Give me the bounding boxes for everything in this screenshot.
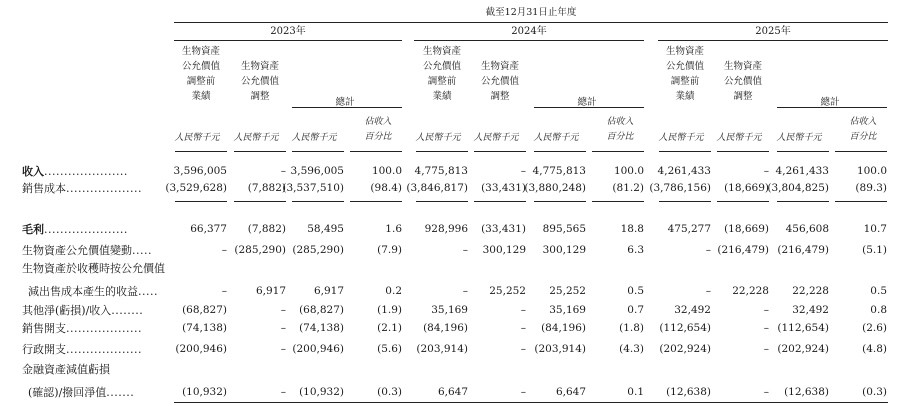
unit-rule [292, 151, 344, 152]
table-cell: – [280, 343, 286, 355]
row-label [22, 183, 142, 194]
table-cell: 66,377 [190, 223, 227, 235]
table-cell: – [280, 304, 286, 316]
row-label-text: 生物資產公允價值變動 [22, 244, 132, 257]
col-header-line: 生物資產 [723, 61, 762, 72]
table-cell: (3,804,825) [767, 182, 829, 194]
table-cell: – [520, 343, 526, 355]
subtotal-rule [592, 201, 644, 202]
table-cell: 22,228 [732, 285, 769, 297]
col-header-line: 生物資產 [480, 61, 519, 72]
unit-pct-line: 百分比 [849, 132, 877, 142]
row-label [22, 364, 110, 375]
row-leader-dots: ..... [132, 244, 152, 257]
unit-pct-line: 百分比 [364, 132, 392, 142]
period-title: 截至12月31日止年度 [485, 7, 577, 18]
table-cell: (200,946) [292, 343, 344, 355]
table-cell: – [520, 165, 526, 177]
unit-rule [659, 151, 711, 152]
unit-rmb-2025-adj: 人民幣千元 [716, 133, 762, 143]
table-cell: (3,537,510) [282, 182, 344, 194]
table-cell: – [221, 244, 227, 256]
col-header-adjustment-2023 [230, 59, 290, 104]
table-cell: 6,917 [313, 285, 344, 297]
subtotal-rule [534, 201, 586, 202]
col-header-adjustment-2024 [470, 59, 530, 104]
table-cell: 1.6 [385, 223, 402, 235]
row-label [22, 166, 128, 177]
table-cell: (4.8) [862, 343, 887, 355]
table-cell: 35,169 [549, 304, 586, 316]
subtotal-rule [777, 201, 829, 202]
row-label [22, 323, 142, 334]
unit-rmb-2024-adj: 人民幣千元 [473, 133, 519, 143]
table-bottom-rule [174, 402, 888, 403]
table-cell: 100.0 [856, 165, 887, 177]
row-leader-dots: ..... [138, 285, 158, 298]
col-header-line: 生物資產 [181, 46, 220, 57]
table-cell: – [280, 386, 286, 398]
unit-rule [474, 151, 526, 152]
table-cell: (2.6) [862, 322, 887, 334]
table-cell: (84,196) [541, 322, 586, 334]
table-cell: (10,932) [182, 386, 227, 398]
table-cell: (112,654) [659, 322, 711, 334]
table-cell: (3,786,156) [649, 182, 711, 194]
row-label-text: 行政開支 [22, 343, 66, 356]
table-cell: – [705, 244, 711, 256]
table-cell: 32,492 [674, 304, 711, 316]
table-cell: 100.0 [371, 165, 402, 177]
row-label-text: 減出售成本產生的收益 [28, 285, 138, 298]
table-cell: – [520, 304, 526, 316]
col-header-line: 調整 [490, 91, 510, 102]
year-2025-rule [658, 40, 888, 41]
col-header-line: 業績 [675, 91, 695, 102]
row-label-text: 毛利 [22, 223, 44, 236]
row-label [22, 263, 165, 274]
unit-rmb-2025-pre: 人民幣千元 [658, 133, 704, 143]
table-cell: 895,565 [542, 223, 586, 235]
unit-rule [835, 151, 887, 152]
col-header-line: 生物資產 [422, 46, 461, 57]
row-label-text: 生物資產於收穫時按公允價值 [22, 262, 165, 275]
col-header-line: 調整前 [427, 76, 457, 87]
col-header-line: 調整前 [670, 76, 700, 87]
table-cell: (7.9) [377, 244, 402, 256]
table-cell: 6.3 [627, 244, 644, 256]
table-cell: (12,638) [784, 386, 829, 398]
table-cell: 475,277 [667, 223, 711, 235]
subtotal-rule [292, 201, 344, 202]
table-cell: 3,596,005 [290, 165, 344, 177]
row-label-text: 金融資產減值虧損 [22, 363, 110, 376]
table-cell: 35,169 [431, 304, 468, 316]
table-cell: (216,479) [777, 244, 829, 256]
row-label-text: (確認)/撥回淨值 [28, 386, 107, 399]
subtotal-rule [659, 201, 711, 202]
table-cell: (7,882) [247, 182, 286, 194]
col-header-total-2025: 總計 [820, 97, 840, 108]
table-cell: (33,431) [481, 223, 526, 235]
table-cell: 58,495 [307, 223, 344, 235]
table-cell: 100.0 [613, 165, 644, 177]
table-cell: – [280, 322, 286, 334]
row-label-text: 銷售開支 [22, 322, 66, 335]
col-header-total-rule-2025 [777, 107, 887, 108]
table-cell: (1.9) [377, 304, 402, 316]
table-cell: (5.1) [862, 244, 887, 256]
year-2024: 2024年 [511, 26, 547, 37]
table-cell: (7,882) [247, 223, 286, 235]
unit-rmb-2023-pre: 人民幣千元 [174, 133, 220, 143]
table-cell: (0.3) [377, 386, 402, 398]
header-top-rule [174, 22, 888, 23]
col-header-total-rule-2024 [534, 107, 644, 108]
table-cell: 6,647 [437, 386, 468, 398]
table-cell: 0.5 [870, 285, 887, 297]
col-header-line: 調整 [733, 91, 753, 102]
unit-pct-line: 佔收入 [849, 117, 877, 127]
subtotal-rule [350, 201, 402, 202]
unit-pct-line: 百分比 [606, 132, 634, 142]
table-cell: – [705, 285, 711, 297]
row-leader-dots: ..................... [44, 223, 128, 236]
col-header-line: 調整 [250, 91, 270, 102]
col-header-line: 業績 [191, 91, 211, 102]
unit-rule [534, 151, 586, 152]
unit-pct-2025 [837, 115, 889, 145]
table-cell: (4.3) [619, 343, 644, 355]
col-header-pre-adjustment-2025 [655, 44, 715, 104]
col-header-total-2024: 總計 [577, 97, 597, 108]
table-cell: – [280, 165, 286, 177]
table-cell: (81.2) [612, 182, 644, 194]
table-cell: – [462, 285, 468, 297]
table-cell: (98.4) [370, 182, 402, 194]
unit-rmb-2025-total: 人民幣千元 [776, 133, 822, 143]
table-cell: (0.3) [862, 386, 887, 398]
col-header-line: 公允價值 [723, 76, 762, 87]
unit-rmb-2024-pre: 人民幣千元 [415, 133, 461, 143]
row-label [22, 245, 152, 256]
unit-rule [777, 151, 829, 152]
table-cell: (10,932) [299, 386, 344, 398]
table-cell: (203,914) [534, 343, 586, 355]
table-cell: 25,252 [549, 285, 586, 297]
table-cell: – [763, 343, 769, 355]
col-header-line: 公允價值 [665, 61, 704, 72]
row-label [28, 387, 134, 398]
table-cell: (3,529,628) [165, 182, 227, 194]
unit-pct-line: 佔收入 [364, 117, 392, 127]
unit-pct-2023 [352, 115, 404, 145]
unit-rule [350, 151, 402, 152]
row-label-text: 收入 [22, 165, 44, 178]
unit-rmb-2023-total: 人民幣千元 [291, 133, 337, 143]
unit-pct-2024 [594, 115, 646, 145]
table-cell: 0.8 [870, 304, 887, 316]
col-header-line: 公允價值 [422, 61, 461, 72]
table-cell: (202,924) [659, 343, 711, 355]
table-cell: 0.1 [627, 386, 644, 398]
table-cell: 6,917 [255, 285, 286, 297]
table-cell: (74,138) [182, 322, 227, 334]
table-cell: (33,431) [481, 182, 526, 194]
col-header-total-rule-2023 [292, 107, 402, 108]
row-leader-dots: ................... [66, 322, 142, 335]
table-cell: 4,775,813 [532, 165, 586, 177]
table-cell: – [462, 244, 468, 256]
table-cell: 4,775,813 [414, 165, 468, 177]
table-cell: 4,261,433 [775, 165, 829, 177]
row-leader-dots: ........ [111, 304, 144, 317]
year-2025: 2025年 [755, 26, 791, 37]
table-cell: (203,914) [416, 343, 468, 355]
table-cell: 32,492 [792, 304, 829, 316]
col-header-line: 調整前 [186, 76, 216, 87]
row-label [28, 286, 158, 297]
col-header-line: 業績 [432, 91, 452, 102]
unit-rule [592, 151, 644, 152]
table-cell: 22,228 [792, 285, 829, 297]
col-header-line: 生物資產 [665, 46, 704, 57]
col-header-adjustment-2025 [713, 59, 773, 104]
table-cell: – [221, 285, 227, 297]
subtotal-rule [234, 201, 286, 202]
table-cell: 0.2 [385, 285, 402, 297]
subtotal-rule [835, 201, 887, 202]
year-2024-rule [414, 40, 644, 41]
table-cell: (112,654) [777, 322, 829, 334]
row-leader-dots: ................... [66, 182, 142, 195]
row-label [22, 344, 142, 355]
table-cell: (68,827) [182, 304, 227, 316]
unit-rule [416, 151, 468, 152]
unit-rmb-2023-adj: 人民幣千元 [233, 133, 279, 143]
col-header-total-2023: 總計 [335, 97, 355, 108]
table-cell: 4,261,433 [657, 165, 711, 177]
col-header-line: 公允價值 [240, 76, 279, 87]
table-cell: (1.8) [619, 322, 644, 334]
unit-pct-line: 佔收入 [606, 117, 634, 127]
col-header-pre-adjustment-2024 [412, 44, 472, 104]
table-cell: 300,129 [482, 244, 526, 256]
table-cell: 6,647 [555, 386, 586, 398]
row-label-text: 銷售成本 [22, 182, 66, 195]
table-cell: (285,290) [234, 244, 286, 256]
col-header-line: 公允價值 [181, 61, 220, 72]
table-cell: (89.3) [855, 182, 887, 194]
table-cell: – [763, 386, 769, 398]
table-cell: (84,196) [423, 322, 468, 334]
unit-rule [234, 151, 286, 152]
row-label [22, 305, 143, 316]
table-cell: 928,996 [424, 223, 468, 235]
year-2023-rule [174, 40, 402, 41]
table-cell: (18,669) [724, 182, 769, 194]
table-cell: – [763, 322, 769, 334]
row-label [22, 224, 128, 235]
table-cell: 3,596,005 [173, 165, 227, 177]
table-cell: (68,827) [299, 304, 344, 316]
unit-rule [175, 151, 227, 152]
table-cell: 18.8 [620, 223, 644, 235]
subtotal-rule [416, 201, 468, 202]
row-label-text: 其他淨(虧損)/收入 [22, 304, 112, 317]
table-cell: (3,880,248) [524, 182, 586, 194]
unit-rmb-2024-total: 人民幣千元 [533, 133, 579, 143]
table-cell: (12,638) [666, 386, 711, 398]
subtotal-rule [474, 201, 526, 202]
row-leader-dots: ....... [106, 386, 135, 399]
subtotal-rule [175, 201, 227, 202]
table-cell: 300,129 [542, 244, 586, 256]
col-header-line: 公允價值 [480, 76, 519, 87]
table-cell: (216,479) [717, 244, 769, 256]
year-2023: 2023年 [270, 26, 306, 37]
table-cell: 0.7 [627, 304, 644, 316]
table-cell: 10.7 [863, 223, 887, 235]
row-leader-dots: ..................... [44, 165, 128, 178]
table-cell: – [763, 304, 769, 316]
table-cell: (18,669) [724, 223, 769, 235]
table-cell: (5.6) [377, 343, 402, 355]
row-leader-dots: ................... [66, 343, 142, 356]
subtotal-rule [717, 201, 769, 202]
table-cell: (200,946) [175, 343, 227, 355]
col-header-pre-adjustment-2023 [171, 44, 231, 104]
table-cell: 0.5 [627, 285, 644, 297]
unit-rule [717, 151, 769, 152]
table-cell: 25,252 [489, 285, 526, 297]
table-cell: (202,924) [777, 343, 829, 355]
table-cell: (3,846,817) [406, 182, 468, 194]
table-cell: 456,608 [785, 223, 829, 235]
table-cell: – [763, 165, 769, 177]
table-cell: (2.1) [377, 322, 402, 334]
table-cell: – [520, 322, 526, 334]
col-header-line: 生物資產 [240, 61, 279, 72]
table-cell: (285,290) [292, 244, 344, 256]
table-cell: (74,138) [299, 322, 344, 334]
table-cell: – [520, 386, 526, 398]
